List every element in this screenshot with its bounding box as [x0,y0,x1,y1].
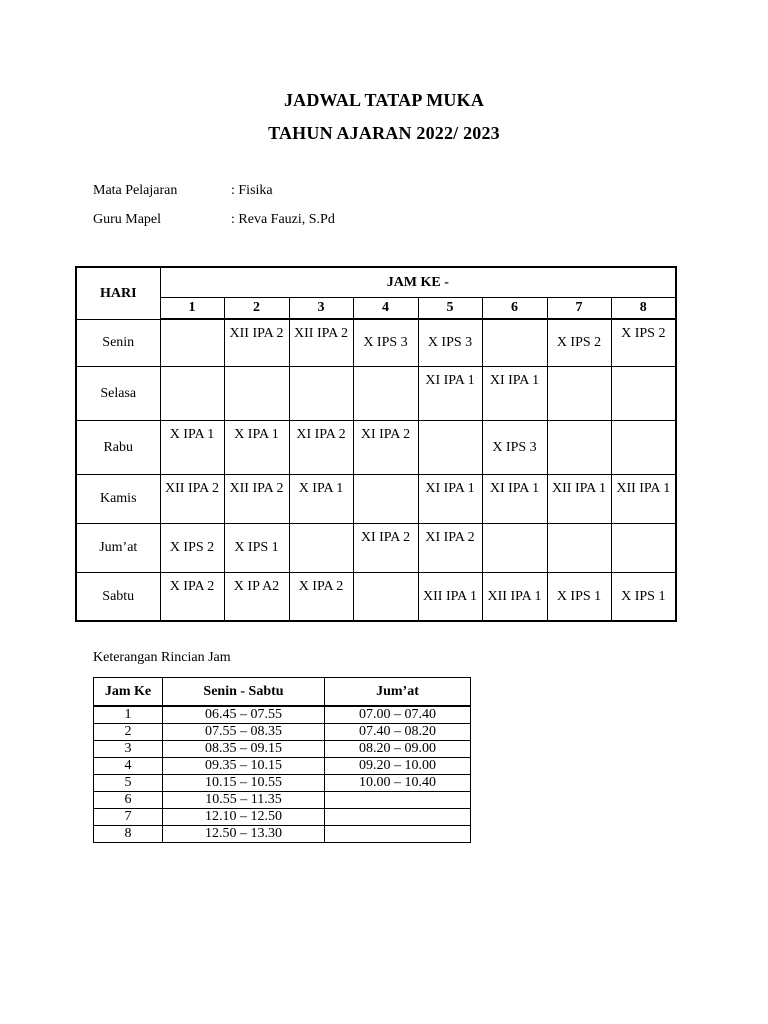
class-cell [160,366,224,420]
class-cell: X IPS 1 [611,572,676,621]
class-cell: XII IPA 1 [611,474,676,523]
teacher-value: : Reva Fauzi, S.Pd [231,212,335,227]
schedule-row [76,420,676,474]
class-cell: XI IPA 2 [289,420,353,474]
legend-cell: 08.20 – 09.00 [325,741,471,758]
legend-cell: 08.35 – 09.15 [163,741,325,758]
class-cell: XI IPA 2 [353,523,418,572]
schedule-row [76,474,676,523]
legend-header: Jam Ke [94,678,163,707]
schedule-row [76,523,676,572]
legend-cell: 10.55 – 11.35 [163,792,325,809]
legend-cell: 09.35 – 10.15 [163,758,325,775]
class-cell: XI IPA 2 [353,420,418,474]
day-cell: Jum’at [76,523,160,572]
class-cell [289,523,353,572]
day-cell: Senin [76,319,160,366]
class-cell [289,366,353,420]
class-cell: X IP A2 [224,572,289,621]
legend-cell: 3 [94,741,163,758]
class-cell: X IPS 3 [418,319,482,366]
class-cell: XI IPA 1 [418,366,482,420]
period-number: 5 [418,297,482,319]
day-header: HARI [76,267,160,319]
legend-cell: 12.10 – 12.50 [163,809,325,826]
class-cell: X IPS 3 [353,319,418,366]
schedule-row [76,319,676,366]
class-cell [353,474,418,523]
class-cell [611,366,676,420]
class-cell: XII IPA 2 [224,319,289,366]
legend-cell: 8 [94,826,163,843]
period-number: 4 [353,297,418,319]
period-number: 8 [611,297,676,319]
legend-cell: 10.00 – 10.40 [325,775,471,792]
legend-cell [325,809,471,826]
class-cell [547,420,611,474]
class-cell: XII IPA 1 [418,572,482,621]
schedule-table [75,266,677,622]
legend-cell: 07.40 – 08.20 [325,724,471,741]
legend-cell: 10.15 – 10.55 [163,775,325,792]
legend-row [94,826,471,843]
class-cell: X IPS 2 [547,319,611,366]
period-number: 7 [547,297,611,319]
period-number: 3 [289,297,353,319]
class-cell: X IPA 1 [289,474,353,523]
legend-row [94,724,471,741]
subject-label: Mata Pelajaran [93,183,178,198]
class-cell: X IPA 2 [289,572,353,621]
legend-cell: 12.50 – 13.30 [163,826,325,843]
legend-cell [325,826,471,843]
legend-cell: 2 [94,724,163,741]
schedule-row [76,572,676,621]
page-title: JADWAL TATAP MUKA [283,90,485,110]
class-cell [611,523,676,572]
legend-row [94,758,471,775]
legend-row [94,775,471,792]
legend-cell: 09.20 – 10.00 [325,758,471,775]
day-cell: Selasa [76,366,160,420]
legend-cell: 5 [94,775,163,792]
class-cell [160,319,224,366]
class-cell [611,420,676,474]
teacher-label: Guru Mapel [93,212,162,227]
class-cell [353,366,418,420]
period-number: 1 [160,297,224,319]
class-cell: XII IPA 2 [160,474,224,523]
class-cell: XII IPA 1 [547,474,611,523]
subject-value: : Fisika [231,183,273,198]
class-cell [224,366,289,420]
legend-cell: 7 [94,809,163,826]
class-cell: XI IPA 1 [418,474,482,523]
legend-cell [325,792,471,809]
period-number: 2 [224,297,289,319]
class-cell: XII IPA 1 [482,572,547,621]
class-cell [547,366,611,420]
class-cell: XI IPA 1 [482,474,547,523]
period-number: 6 [482,297,547,319]
legend-cell: 1 [94,706,163,724]
class-cell: X IPS 3 [482,420,547,474]
class-cell: XI IPA 1 [482,366,547,420]
period-times-table [93,677,471,843]
legend-caption: Keterangan Rincian Jam [93,650,231,665]
class-cell: X IPA 2 [160,572,224,621]
day-cell: Sabtu [76,572,160,621]
legend-cell: 4 [94,758,163,775]
class-cell: X IPS 2 [611,319,676,366]
class-cell: X IPA 1 [160,420,224,474]
legend-header: Jum’at [325,678,471,707]
class-cell: XI IPA 2 [418,523,482,572]
subject-info [93,183,273,199]
class-cell: X IPS 1 [547,572,611,621]
class-cell [418,420,482,474]
legend-row [94,706,471,724]
teacher-info [93,212,335,228]
class-cell: X IPS 1 [224,523,289,572]
page-subtitle: TAHUN AJARAN 2022/ 2023 [268,123,500,143]
class-cell: XII IPA 2 [289,319,353,366]
class-cell [353,572,418,621]
schedule-row [76,366,676,420]
legend-header: Senin - Sabtu [163,678,325,707]
class-cell [482,319,547,366]
class-cell: X IPS 2 [160,523,224,572]
legend-row [94,792,471,809]
period-header: JAM KE - [160,267,676,297]
legend-cell: 6 [94,792,163,809]
legend-row [94,809,471,826]
class-cell [547,523,611,572]
day-cell: Kamis [76,474,160,523]
day-cell: Rabu [76,420,160,474]
legend-cell: 06.45 – 07.55 [163,706,325,724]
legend-row [94,741,471,758]
class-cell [482,523,547,572]
legend-cell: 07.00 – 07.40 [325,706,471,724]
class-cell: X IPA 1 [224,420,289,474]
legend-cell: 07.55 – 08.35 [163,724,325,741]
class-cell: XII IPA 2 [224,474,289,523]
